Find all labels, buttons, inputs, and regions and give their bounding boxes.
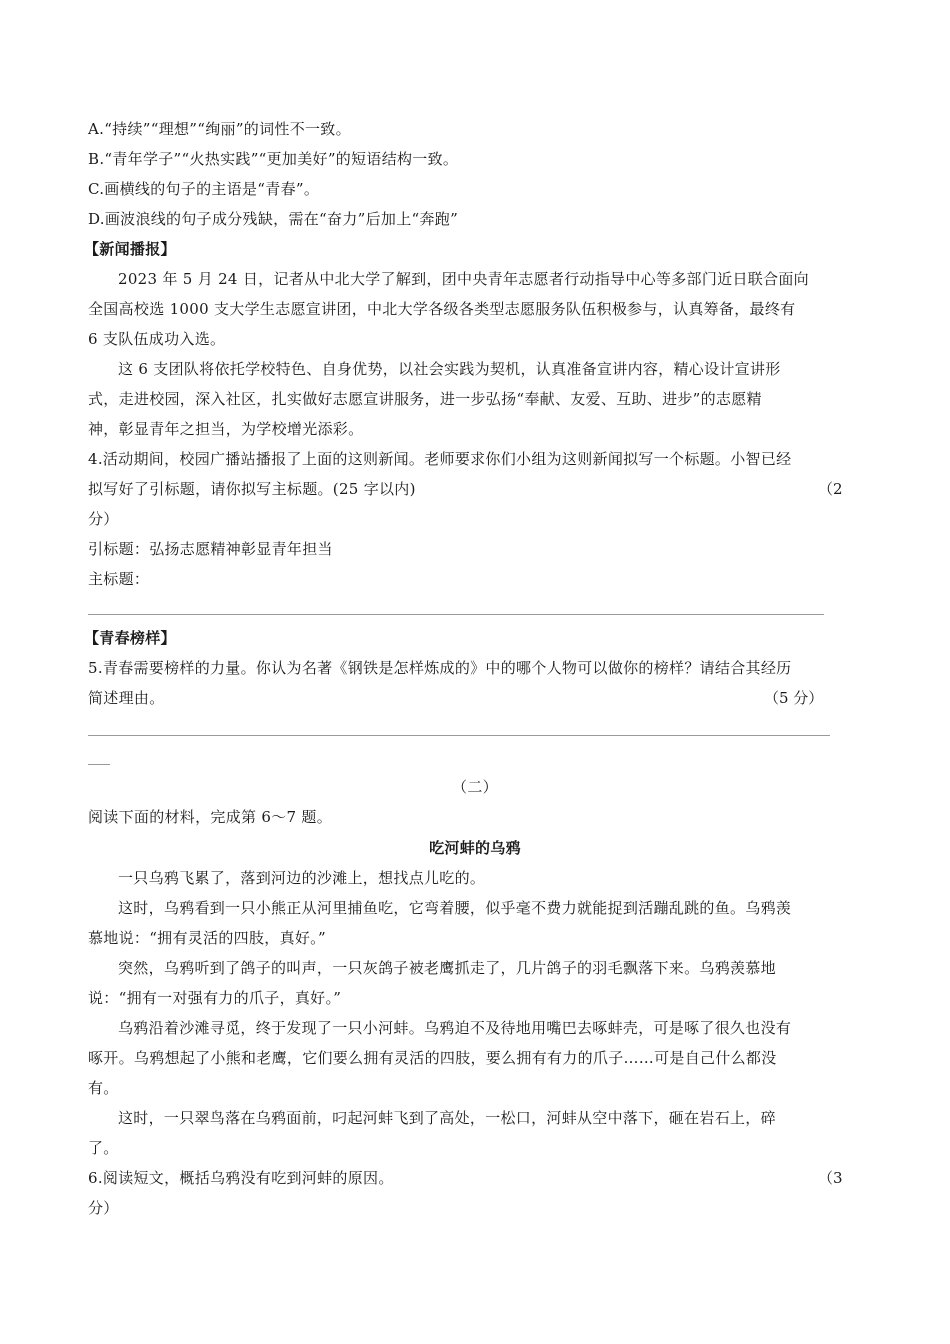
lead-title: 引标题：弘扬志愿精神彰显青年担当 — [88, 540, 333, 558]
option-a: A.“持续”“理想”“绚丽”的词性不一致。 — [88, 120, 351, 138]
option-b: B.“青年学子”“火热实践”“更加美好”的短语结构一致。 — [88, 150, 459, 168]
news-paragraph-2-line-2: 式，走进校园，深入社区，扎实做好志愿宣讲服务，进一步弘扬“奉献、友爱、互助、进步”的志愿精 — [88, 390, 762, 408]
answer-line-q5-continuation[interactable] — [88, 764, 110, 765]
news-paragraph-1-line-3: 6 支队伍成功入选。 — [88, 330, 226, 348]
story-paragraph-4-line-1: 乌鸦沿着沙滩寻觅，终于发现了一只小河蚌。乌鸦迫不及待地用嘴巴去啄蚌壳，可是啄了很久也没有 — [118, 1019, 792, 1037]
question-4-score: （2 — [818, 480, 843, 498]
story-paragraph-2-line-1: 这时，乌鸦看到一只小熊正从河里捕鱼吃，它弯着腰，似乎毫不费力就能捉到活蹦乱跳的鱼。乌鸦羡 — [118, 899, 792, 917]
model-section-header: 【青春榜样】 — [84, 629, 176, 647]
story-paragraph-3-line-2: 说：“拥有一对强有力的爪子，真好。” — [88, 989, 342, 1007]
question-4-score-unit: 分） — [88, 510, 119, 528]
story-paragraph-3-line-1: 突然，乌鸦听到了鸽子的叫声，一只灰鸽子被老鹰抓走了，几片鸽子的羽毛飘落下来。乌鸦羡慕地 — [118, 959, 776, 977]
question-6-score: （3 — [818, 1169, 843, 1187]
question-4-line-1: 4.活动期间，校园广播站播报了上面的这则新闻。老师要求你们小组为这则新闻拟写一个标题。小智已经 — [88, 450, 792, 468]
story-paragraph-5-line-2: 了。 — [88, 1139, 119, 1157]
story-paragraph-5-line-1: 这时，一只翠鸟落在乌鸦面前，叼起河蚌飞到了高处，一松口，河蚌从空中落下，砸在岩石上，碎 — [118, 1109, 776, 1127]
question-6: 6.阅读短文，概括乌鸦没有吃到河蚌的原因。 — [88, 1169, 394, 1187]
option-c: C.画横线的句子的主语是“青春”。 — [88, 180, 320, 198]
story-paragraph-2-line-2: 慕地说：“拥有灵活的四肢，真好。” — [88, 929, 326, 947]
article-title: 吃河蚌的乌鸦 — [429, 839, 521, 857]
option-d: D.画波浪线的句子成分残缺，需在“奋力”后加上“奔跑” — [88, 210, 459, 228]
news-paragraph-2-line-3: 神，彰显青年之担当，为学校增光添彩。 — [88, 420, 364, 438]
question-5-score: （5 分） — [764, 689, 824, 707]
news-paragraph-2-line-1: 这 6 支团队将依托学校特色、自身优势，以社会实践为契机，认真准备宣讲内容，精心设计宣讲形 — [118, 360, 781, 378]
story-paragraph-1: 一只乌鸦飞累了，落到河边的沙滩上，想找点儿吃的。 — [118, 869, 486, 887]
story-paragraph-4-line-3: 有。 — [88, 1079, 119, 1097]
story-paragraph-4-line-2: 啄开。乌鸦想起了小熊和老鹰，它们要么拥有灵活的四肢，要么拥有有力的爪子……可是自己什么都没 — [88, 1049, 777, 1067]
question-6-score-unit: 分） — [88, 1199, 119, 1217]
section-number: （二） — [452, 778, 498, 796]
answer-line-q5[interactable] — [88, 735, 830, 736]
question-5-line-2: 简述理由。 — [88, 689, 165, 707]
main-title-label: 主标题： — [88, 570, 150, 588]
news-paragraph-1-line-2: 全国高校选 1000 支大学生志愿宣讲团，中北大学各级各类型志愿服务队伍积极参与，认真筹备，最终有 — [88, 300, 796, 318]
reading-instruction: 阅读下面的材料，完成第 6～7 题。 — [88, 808, 333, 826]
question-4-line-2: 拟写好了引标题，请你拟写主标题。(25 字以内) — [88, 480, 416, 498]
news-section-header: 【新闻播报】 — [84, 240, 176, 258]
answer-line-q4[interactable] — [88, 614, 824, 615]
question-5-line-1: 5.青春需要榜样的力量。你认为名著《钢铁是怎样炼成的》中的哪个人物可以做你的榜样？请结合其经历 — [88, 659, 792, 677]
news-paragraph-1-line-1: 2023 年 5 月 24 日，记者从中北大学了解到，团中央青年志愿者行动指导中心等多部门近日联合面向 — [118, 270, 809, 288]
